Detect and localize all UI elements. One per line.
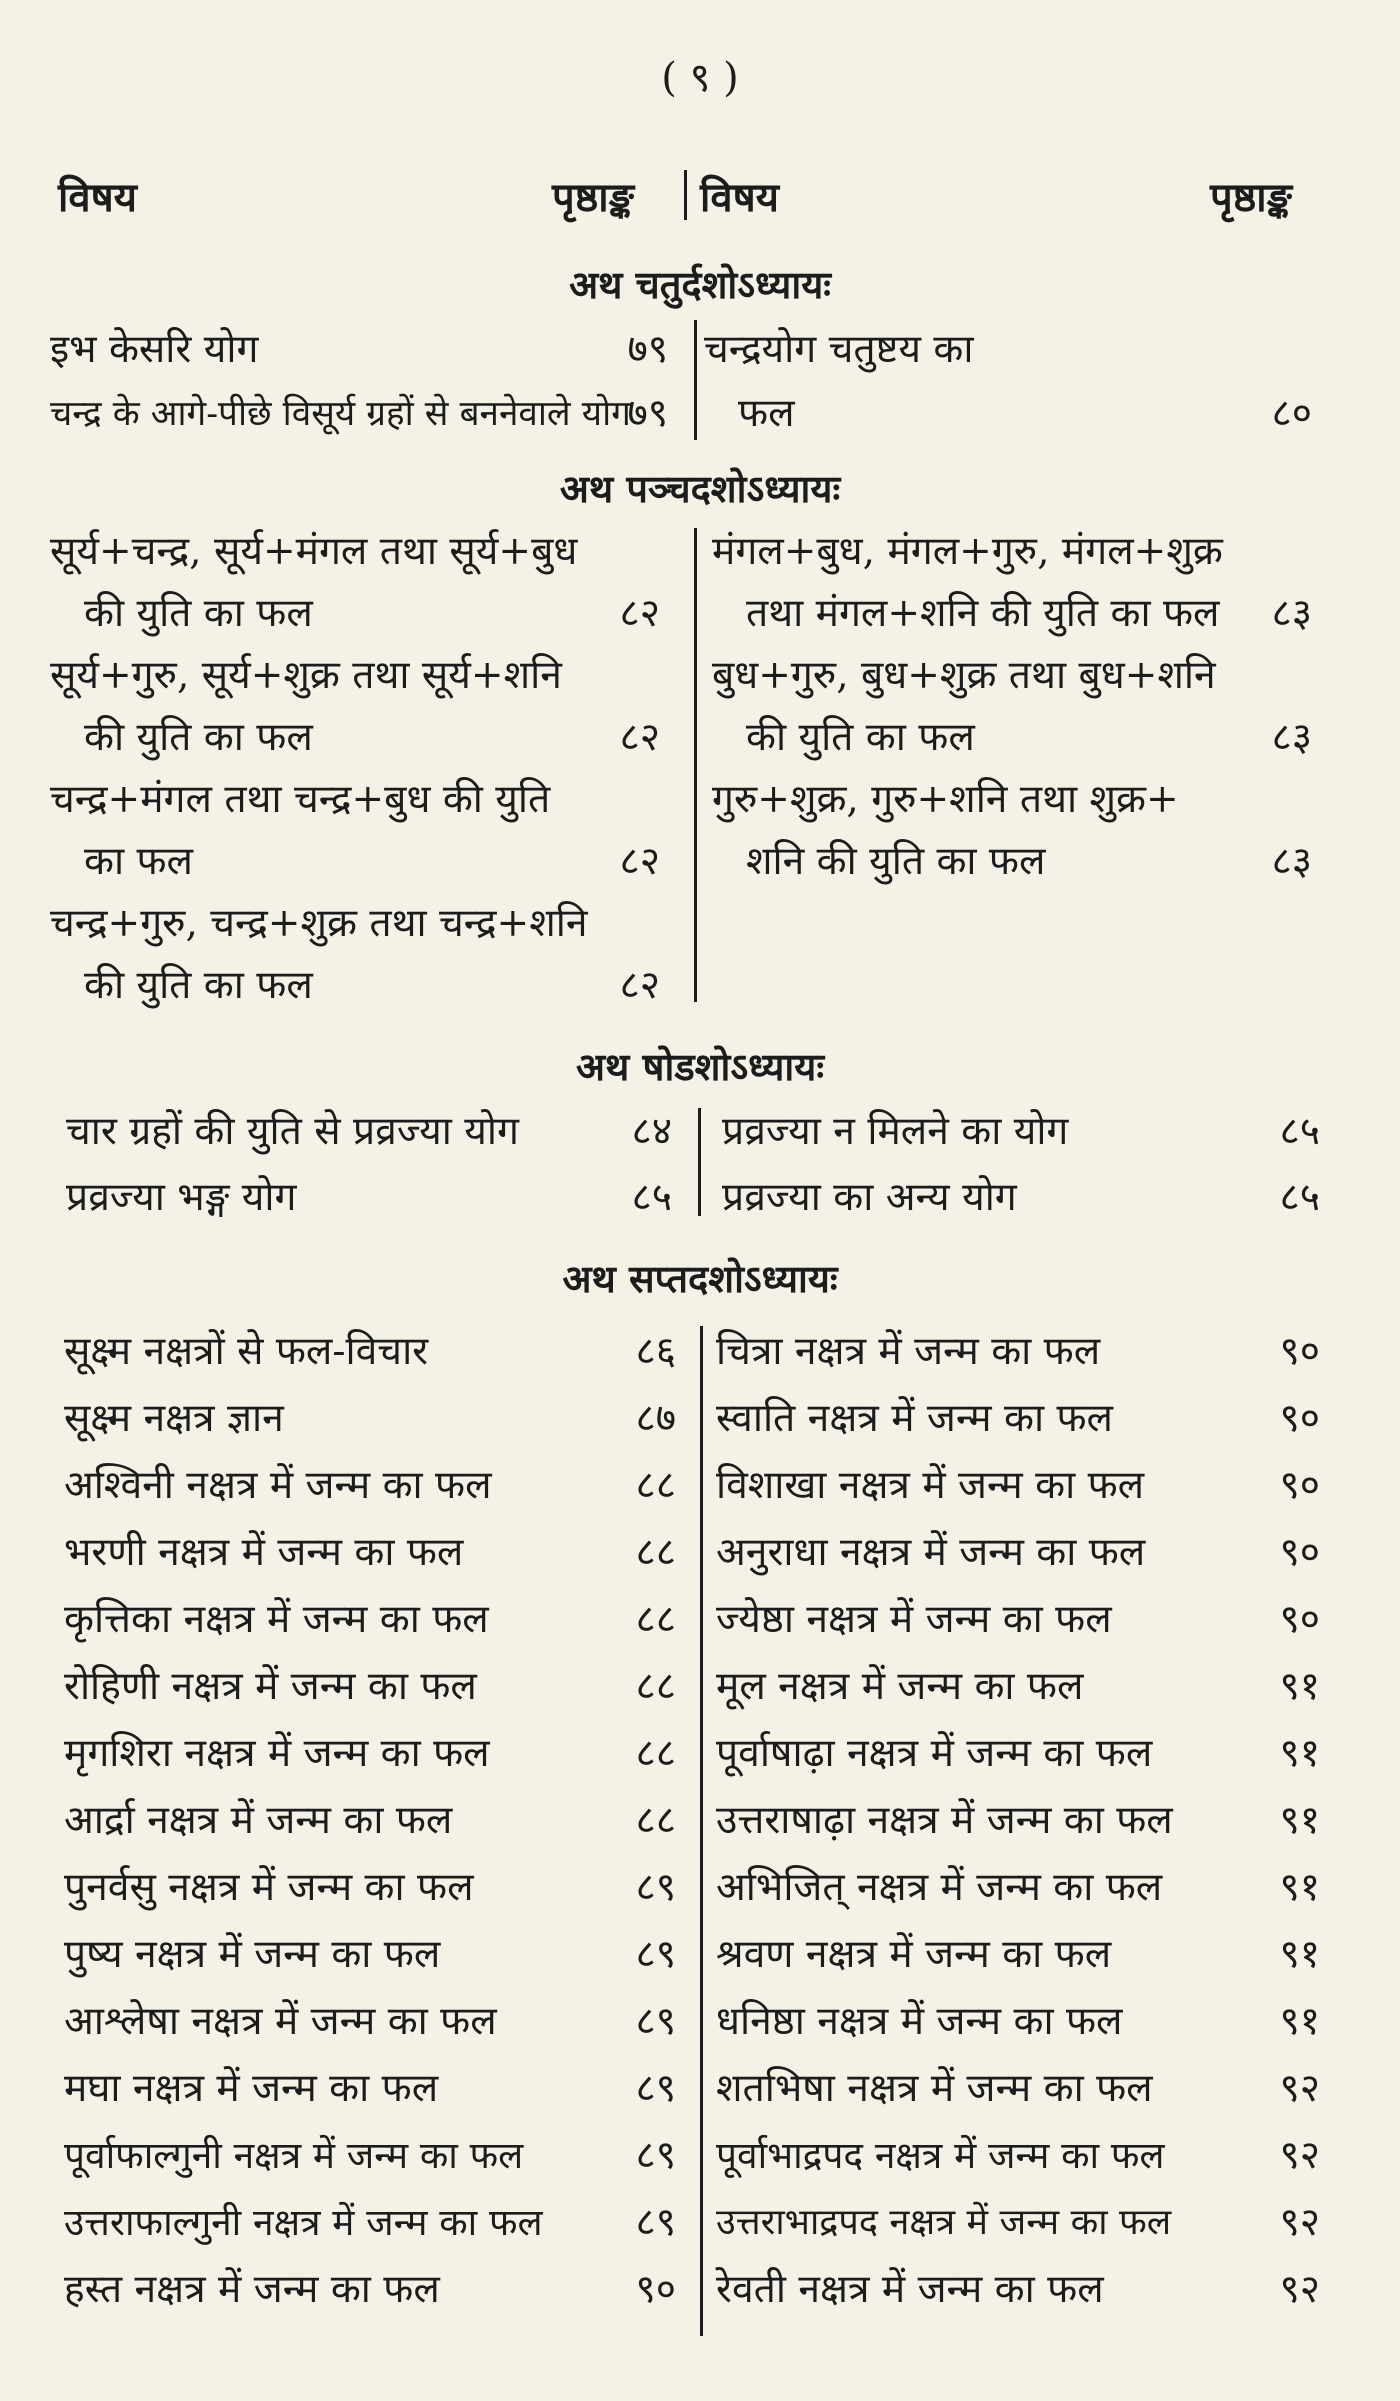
entry-page: ८२ [619,963,660,1008]
toc-entry: मघा नक्षत्र में जन्म का फल [64,2066,439,2111]
toc-entry: सूक्ष्म नक्षत्र ज्ञान [64,1396,284,1441]
entry-page: ९१ [1279,1999,1320,2044]
column-divider [698,1108,701,1216]
entry-page: ९० [1279,1329,1320,1374]
entry-page: ९१ [1279,1932,1320,1977]
toc-entry: कृत्तिका नक्षत्र में जन्म का फल [64,1597,489,1642]
entry-text: सूर्य+गुरु, सूर्य+शुक्र तथा सूर्य+शनि [50,653,562,698]
toc-entry: श्रवण नक्षत्र में जन्म का फल [716,1932,1112,1977]
toc-entry [50,390,631,438]
entry-text-continued: फल [738,391,795,436]
entry-page: ८२ [619,715,660,760]
entry-page: ९१ [1279,1798,1320,1843]
entry-page: ८९ [635,1865,676,1910]
entry-page: ८२ [619,591,660,636]
entry-page: ७९ [627,327,668,372]
entry-page: ८८ [635,1530,676,1575]
toc-entry [704,326,973,438]
entry-text-continued: की युति का फल [84,715,313,760]
column-divider [694,528,697,1002]
toc-entry: चित्रा नक्षत्र में जन्म का फल [716,1329,1101,1374]
entry-text-continued: का फल [84,839,193,884]
entry-page: ९० [1279,1530,1320,1575]
entry-text: सूर्य+चन्द्र, सूर्य+मंगल तथा सूर्य+बुध [50,529,578,574]
toc-entry: पूर्वाफाल्गुनी नक्षत्र में जन्म का फल [64,2134,524,2177]
entry-text: इभ केसरि योग [50,327,259,372]
toc-entry [722,1108,1068,1156]
entry-page: ९१ [1279,1865,1320,1910]
header-subject-left: विषय [58,174,137,221]
entry-page: ९० [1279,1463,1320,1508]
toc-entry: ज्येष्ठा नक्षत्र में जन्म का फल [716,1597,1112,1642]
entry-text: चन्द्र के आगे-पीछे विसूर्य ग्रहों से बननेवाले योग [50,394,631,434]
toc-entry: उत्तराषाढ़ा नक्षत्र में जन्म का फल [716,1798,1173,1843]
entry-page: ८९ [635,1999,676,2044]
entry-text: चार ग्रहों की युति से प्रव्रज्या योग [66,1109,519,1154]
entry-text-continued: की युति का फल [84,591,313,636]
entry-page: ९० [1279,1597,1320,1642]
toc-entry: धनिष्ठा नक्षत्र में जन्म का फल [716,1999,1123,2044]
toc-entry [50,776,550,886]
toc-entry [66,1108,519,1156]
toc-entry: अश्विनी नक्षत्र में जन्म का फल [64,1463,492,1508]
entry-text: गुरु+शुक्र, गुरु+शनि तथा शुक्र+ [712,777,1179,822]
section-title-14: अथ चतुर्दशोऽध्यायः [569,262,831,307]
entry-text: बुध+गुरु, बुध+शुक्र तथा बुध+शनि [712,653,1216,698]
header-page-right: पृष्ठाङ्क [1210,174,1292,221]
entry-page: ८४ [631,1109,672,1154]
entry-page: ८३ [1271,591,1312,636]
entry-text-continued: शनि की युति का फल [746,839,1046,884]
toc-entry [722,1174,1017,1222]
entry-page: ९२ [1279,2267,1320,2312]
entry-page: ८८ [635,1597,676,1642]
toc-entry [50,528,577,638]
header-subject-right: विषय [700,174,779,221]
entry-page: ८९ [635,2200,676,2245]
entry-page: ८६ [635,1329,676,1374]
toc-entry: पुनर्वसु नक्षत्र में जन्म का फल [64,1865,474,1910]
entry-text: चन्द्र+मंगल तथा चन्द्र+बुध की युति [50,777,551,822]
entry-text: चन्द्र+गुरु, चन्द्र+शुक्र तथा चन्द्र+शनि [50,901,588,946]
toc-entry: रेवती नक्षत्र में जन्म का फल [716,2267,1104,2312]
toc-entry [50,652,562,762]
entry-page: ८८ [635,1463,676,1508]
entry-page: ९१ [1279,1664,1320,1709]
toc-entry: हस्त नक्षत्र में जन्म का फल [64,2267,440,2312]
entry-page: ८२ [619,839,660,884]
entry-page: ८७ [635,1396,676,1441]
toc-entry: पूर्वाषाढ़ा नक्षत्र में जन्म का फल [716,1731,1153,1776]
column-divider [694,320,697,440]
toc-entry [712,528,1223,638]
toc-entry: उत्तराफाल्गुनी नक्षत्र में जन्म का फल [64,2201,543,2244]
toc-entry: स्वाति नक्षत्र में जन्म का फल [716,1396,1113,1441]
entry-page: ८८ [635,1664,676,1709]
entry-page: ८९ [635,2066,676,2111]
entry-page: ९२ [1279,2200,1320,2245]
toc-entry: आर्द्रा नक्षत्र में जन्म का फल [64,1798,453,1843]
toc-entry: आश्लेषा नक्षत्र में जन्म का फल [64,1999,497,2044]
entry-page: ८९ [635,2133,676,2178]
toc-entry: भरणी नक्षत्र में जन्म का फल [64,1530,464,1575]
entry-text: प्रव्रज्या भङ्ग योग [66,1175,297,1220]
entry-page: ७९ [627,391,668,436]
toc-entry [50,900,587,1010]
entry-page: ८५ [1279,1175,1320,1220]
entry-page: ९० [1279,1396,1320,1441]
entry-page: ८० [1271,391,1312,436]
entry-page: ९२ [1279,2066,1320,2111]
entry-text: प्रव्रज्या न मिलने का योग [722,1109,1069,1154]
header-page-left: पृष्ठाङ्क [552,174,634,221]
toc-entry: मूल नक्षत्र में जन्म का फल [716,1664,1084,1709]
entry-text: मंगल+बुध, मंगल+गुरु, मंगल+शुक्र [712,529,1223,574]
entry-text-continued: की युति का फल [746,715,975,760]
section-title-15: अथ पञ्चदशोऽध्यायः [559,466,841,511]
entry-page: ९२ [1279,2133,1320,2178]
entry-page: ८९ [635,1932,676,1977]
entry-page: ८३ [1271,715,1312,760]
header-divider [684,170,687,220]
toc-entry: विशाखा नक्षत्र में जन्म का फल [716,1463,1145,1508]
toc-entry: अनुराधा नक्षत्र में जन्म का फल [716,1530,1146,1575]
entry-text: चन्द्रयोग चतुष्टय का [704,327,974,372]
entry-page: ९० [635,2267,676,2312]
toc-entry: पूर्वाभाद्रपद नक्षत्र में जन्म का फल [716,2134,1165,2177]
entry-page: ८५ [631,1175,672,1220]
column-divider [700,1326,703,2336]
entry-page: ८८ [635,1798,676,1843]
toc-entry: शतभिषा नक्षत्र में जन्म का फल [716,2066,1153,2111]
entry-page: ८३ [1271,839,1312,884]
toc-entry: उत्तराभाद्रपद नक्षत्र में जन्म का फल [716,2202,1172,2243]
entry-text-continued: तथा मंगल+शनि की युति का फल [746,591,1220,636]
section-title-17: अथ सप्तदशोऽध्यायः [562,1256,838,1301]
toc-entry [50,326,258,374]
toc-entry: पुष्य नक्षत्र में जन्म का फल [64,1932,441,1977]
toc-entry [712,776,1179,886]
toc-entry: अभिजित् नक्षत्र में जन्म का फल [716,1865,1163,1910]
entry-text-continued: की युति का फल [84,963,313,1008]
toc-entry [66,1174,296,1222]
toc-entry: सूक्ष्म नक्षत्रों से फल-विचार [64,1329,429,1374]
toc-entry: रोहिणी नक्षत्र में जन्म का फल [64,1664,477,1709]
toc-entry: मृगशिरा नक्षत्र में जन्म का फल [64,1731,490,1776]
section-title-16: अथ षोडशोऽध्यायः [576,1044,824,1089]
entry-page: ८५ [1279,1109,1320,1154]
entry-text: प्रव्रज्या का अन्य योग [722,1175,1017,1220]
entry-page: ९१ [1279,1731,1320,1776]
page-number: ( ९ ) [661,55,739,101]
entry-page: ८८ [635,1731,676,1776]
toc-entry [712,652,1216,762]
